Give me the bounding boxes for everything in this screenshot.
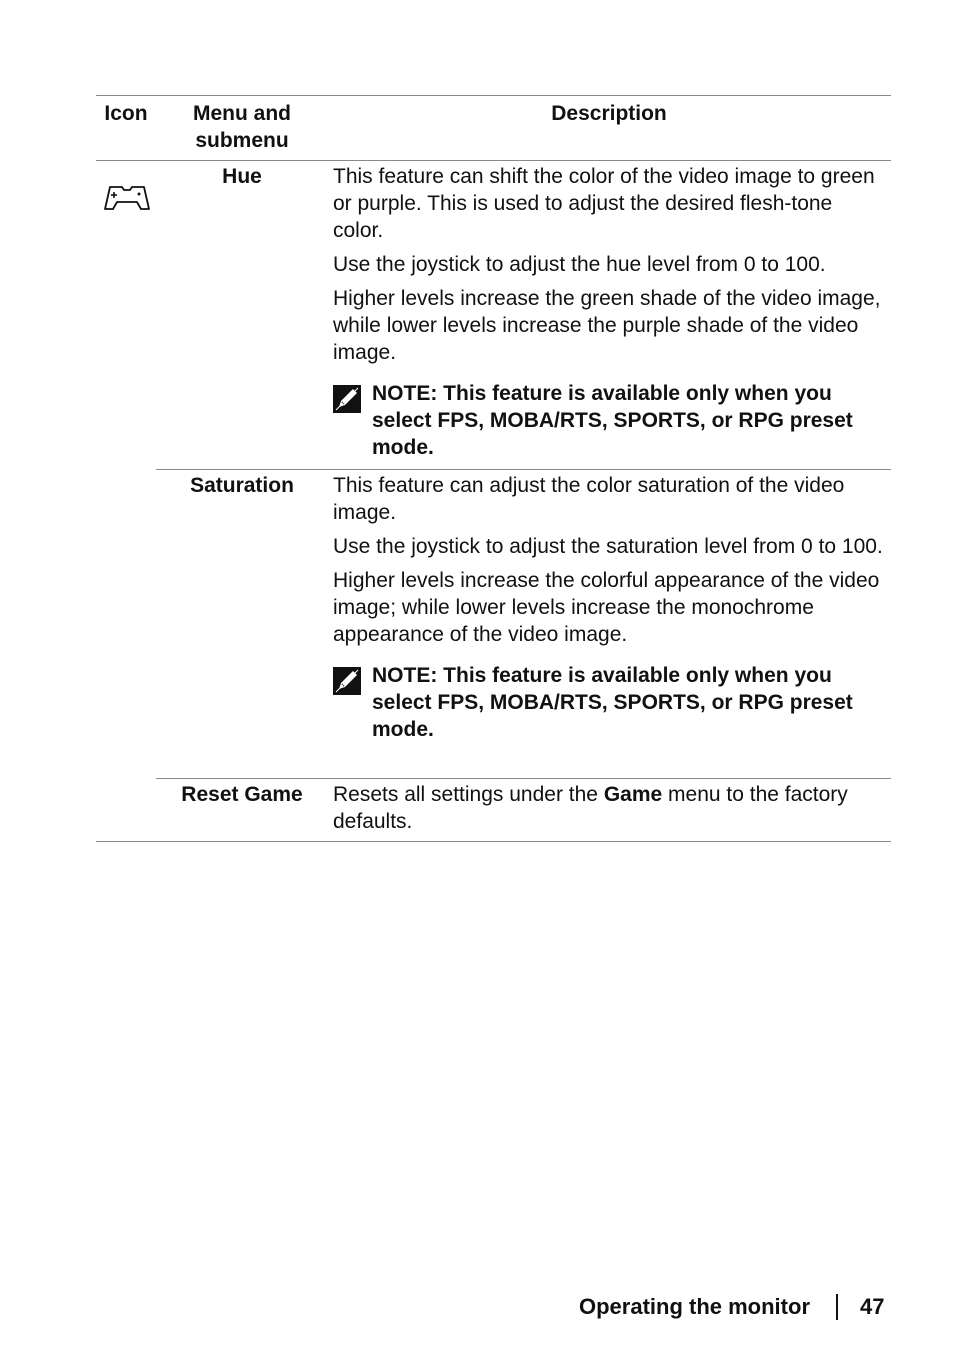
- header-icon: Icon: [104, 102, 148, 125]
- reset-game-bold: Game: [603, 783, 663, 806]
- note-saturation: [333, 662, 885, 743]
- note-hue: [333, 380, 885, 461]
- menu-label-saturation: Saturation: [190, 474, 294, 497]
- footer-section-title: Operating the monitor: [579, 1294, 810, 1319]
- footer-separator: [836, 1294, 838, 1320]
- note-text-saturation: NOTE: This feature is available only when you select FPS, MOBA/RTS, SPORTS, or RPG preset mode.: [372, 664, 853, 741]
- header-description: Description: [551, 102, 667, 125]
- note-text-hue: NOTE: This feature is available only when you select FPS, MOBA/RTS, SPORTS, or RPG preset mode.: [372, 382, 853, 459]
- note-pencil-icon: [333, 667, 361, 695]
- saturation-paragraph-3: Higher levels increase the colorful appearance of the video image; while lower levels increase the monochrome appearance of the video image.: [333, 569, 880, 646]
- row-divider: [156, 469, 891, 470]
- menu-label-hue: Hue: [222, 165, 262, 188]
- reset-text-after: menu to the factory defaults.: [333, 783, 848, 833]
- hue-paragraph-1: This feature can shift the color of the video image to green or purple. This is used to adjust the desired flesh-tone color.: [333, 165, 875, 242]
- reset-text-before: Resets all settings under the: [333, 783, 604, 806]
- note-pencil-icon: [333, 385, 361, 413]
- header-menu-and-submenu: Menu and submenu: [193, 102, 291, 152]
- menu-description-table: [96, 95, 891, 833]
- row-divider: [156, 778, 891, 779]
- menu-label-reset-game: Reset Game: [181, 783, 303, 806]
- description-hue: [333, 163, 885, 461]
- table-bottom-border: [96, 841, 891, 842]
- table-header: [96, 96, 891, 161]
- page-number: 47: [860, 1294, 885, 1319]
- saturation-paragraph-1: This feature can adjust the color saturation of the video image.: [333, 474, 845, 524]
- description-saturation: [333, 472, 885, 743]
- saturation-paragraph-2: Use the joystick to adjust the saturation level from 0 to 100.: [333, 535, 883, 558]
- description-reset-game: [333, 781, 885, 842]
- hue-paragraph-2: Use the joystick to adjust the hue level from 0 to 100.: [333, 253, 826, 276]
- hue-paragraph-3: Higher levels increase the green shade of the video image, while lower levels increase the purple shade of the video image.: [333, 287, 881, 364]
- game-controller-icon: [104, 181, 150, 213]
